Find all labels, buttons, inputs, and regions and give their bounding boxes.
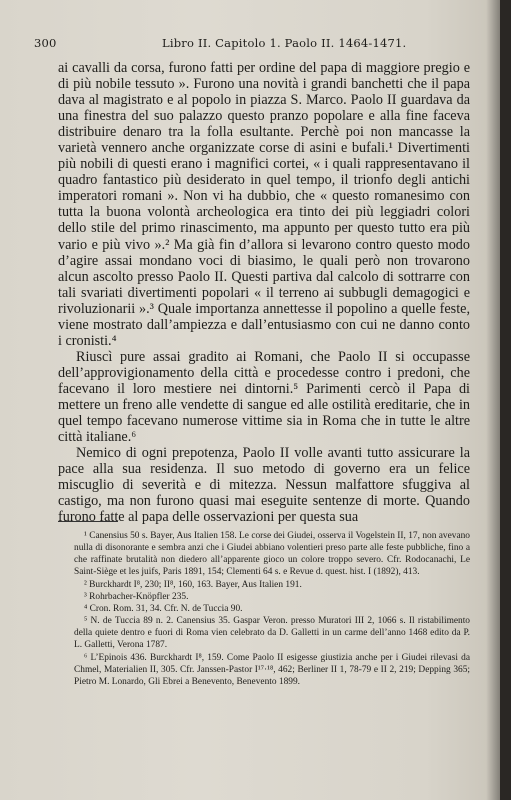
footnote: ⁶ L’Epinois 436. Burckhardt I⁸, 159. Come Paolo II esigesse giustizia anche per i Giudei rilevasi da Chmel, Materialien II, 305. Cfr. Janssen-Pastor I¹⁷·¹⁸, 462; Berliner II 1, 78-79 e II 2, 219; Depping 365; Pietro M. Lonardo, Gli Ebrei a Benevento, Benevento 1899.: [74, 652, 470, 687]
body-paragraph: Nemico di ogni prepotenza, Paolo II volle avanti tutto assicurare la pace alla sua residenza. Il suo metodo di governo era un felice miscuglio di severità e di mitezza. Nessun malfattore sfuggiva al castigo, ma non furono quasi mai eseguite sentenze di morte. Quando furono fatte al papa delle osservazioni per questa sua: [58, 445, 470, 526]
footnote: ² Burckhardt I⁸, 230; II⁸, 160, 163. Bayer, Aus Italien 191.: [84, 579, 302, 590]
footnote-rule: [58, 521, 118, 522]
footnotes: [74, 530, 470, 688]
page-edge-shadow: [486, 0, 500, 800]
footnote: ³ Rohrbacher-Knöpfler 235.: [84, 591, 189, 602]
main-text: [58, 60, 470, 525]
page-number: 300: [34, 36, 57, 50]
footnote: ⁵ N. de Tuccia 89 n. 2. Canensius 35. Gaspar Veron. presso Muratori III 2, 1066 s. Il ristabilimento della quiete dentro e fuori di Roma vien celebrato da D. Galletti in un carme dell’anno 1468 edito da P. L. Galletti, Verona 1787.: [74, 616, 470, 651]
footnote: ⁴ Cron. Rom. 31, 34. Cfr. N. de Tuccia 90.: [84, 603, 243, 614]
running-title: Libro II. Capitolo 1. Paolo II. 1464-1471.: [162, 36, 407, 50]
body-paragraph: ai cavalli da corsa, furono fatti per ordine del papa di maggiore pregio e di più nobile tessuto ». Furono una novità i grandi banchetti che il papa dava al magistrato e al popolo in piazza S. Marco. Paolo II guardava da una finestra del suo palazzo questo pranzo popolare e alla fine faceva distribuire denaro tra la folla esultante. Perchè poi non mancasse la varietà vennero anche organizzate corse di asini e bufali.¹ Divertimenti più nobili di questi erano i magnifici cortei, « i quali rappresentavano il quadro fantastico più desiderato in quel tempo, il trionfo degli antichi imperatori romani ». Non vi ha dubbio, che « questo romanesimo con tutta la buona volontà archeologica era tinto dei più leggiadri colori dello stile del primo rinascimento, ma appunto per questo tutto era più vario e più vivo ».² Ma già fin d’allora si levarono contro questo modo d’agire assai mondano voci di biasimo, le quali però non trovarono alcun ascolto presso Paolo II. Questi partiva dal calcolo di sottrarre con tali svariati divertimenti popolari « il terreno ai subbugli demagogici e rivoluzionarii ».³ Quale importanza annettesse il popolino a quelle feste, viene mostrato dall’ampiezza e dall’entusiasmo con cui ne danno conto i cronisti.⁴: [58, 60, 470, 349]
footnote: ¹ Canensius 50 s. Bayer, Aus Italien 158. Le corse dei Giudei, osserva il Vogelstein II, 17, non avevano nulla di disonorante e sembra anzi che i Giudei abbiano volentieri preso parte alle feste pubbliche, fino a che raffinate brutalità non diedero all’apparente gioco un colore troppo severo. Cfr. Rodocanachi, Le Saint-Siège et les juifs, Paris 1891, 154; Clementi 64 s. e Revue d. quest. hist. I (1892), 413.: [74, 531, 470, 578]
body-paragraph: Riuscì pure assai gradito ai Romani, che Paolo II si occupasse dell’approvigionamento della città e procedesse contro i predoni, che facevano il loro mestiere nei dintorni.⁵ Parimenti cercò il Papa di mettere un freno alle vendette di sangue ed alle ostilità ereditarie, che in quel tempo facevano numerose vittime sia in Roma che in tutte le altre città italiane.⁶: [58, 348, 470, 446]
